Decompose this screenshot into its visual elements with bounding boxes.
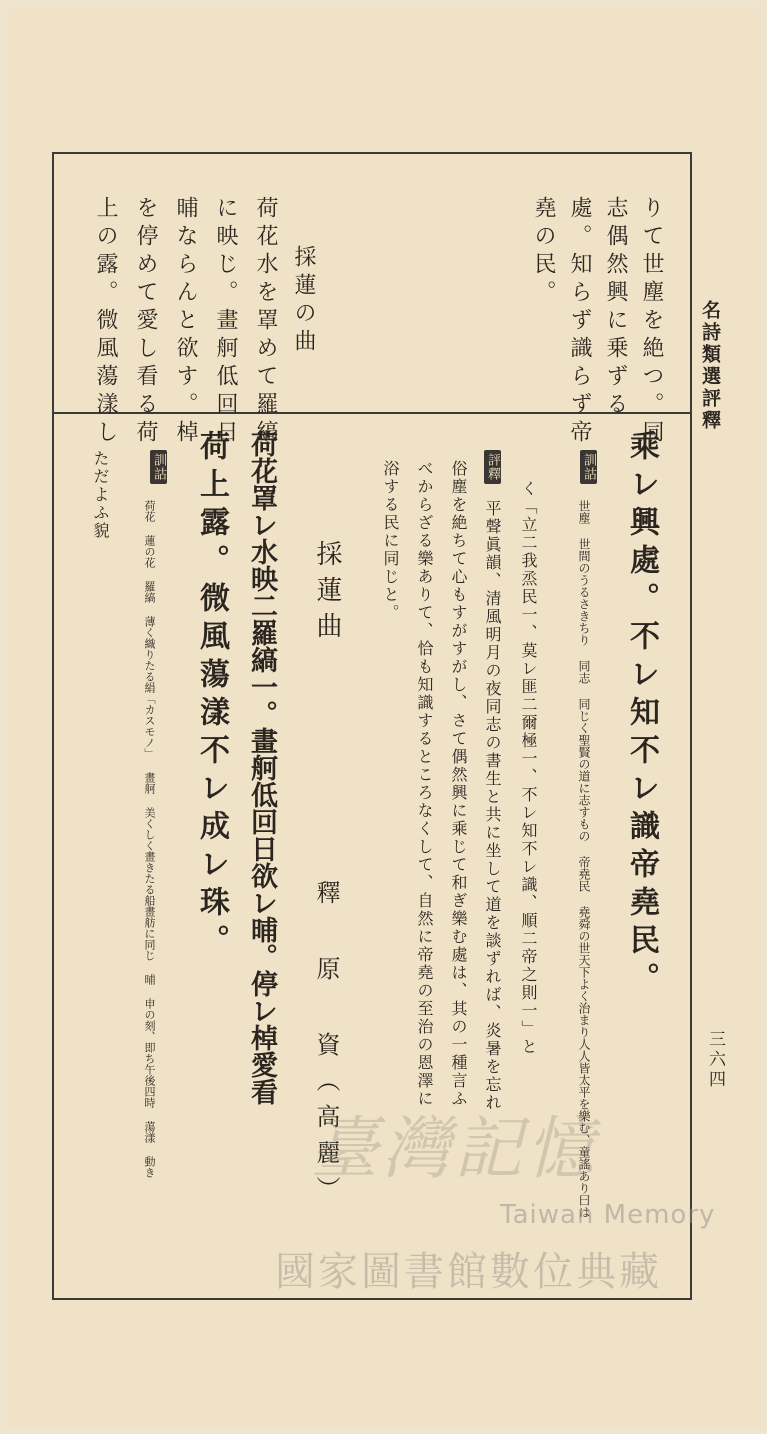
poem-line: 荷上露。微風蕩漾不レ成レ珠。 xyxy=(194,430,229,962)
gloss-tag: 訓詁 xyxy=(580,450,597,484)
gloss-text: 世塵 世間のうるさきちり 同志 同じく聖賢の道に志すもの 帝堯民 堯舜の世天下よく治まり人人皆太平を樂む、童謠あり曰は xyxy=(577,500,591,1218)
comment-line: べからざる樂ありて、恰も知識するところなくして、自然に帝堯の至治の恩澤に xyxy=(415,460,434,1108)
book-title: 名詩類選評釋 xyxy=(699,300,721,432)
upper-line: りて世塵を絶つ。同 xyxy=(639,196,664,448)
comment-line: 俗塵を絶ちて心もすがすがし、さて偶然興に乘じて和ぎ樂む處は、其の一種言ふ xyxy=(449,460,468,1108)
poem-line: 荷花罩レ水映二羅縞一。畫舸低回日欲レ晡。停レ棹愛看 xyxy=(246,430,277,1105)
comment-line: 浴する民に同じと。 xyxy=(381,460,400,622)
gloss-text: 荷花 蓮の花 羅縞 薄く織りたる絹「カスモノ」 畫舸 美くしく畫きたる船畫舫に同じ 晡 申の刻、即ち午後四時 蕩漾 動き xyxy=(143,500,156,1178)
upper-line: 上の露。微風蕩漾し xyxy=(93,196,118,448)
upper-line: 堯の民。 xyxy=(531,196,556,308)
upper-line: 志偶然興に乗ずる xyxy=(603,196,628,420)
watermark-institution: 國家圖書館數位典藏 xyxy=(275,1249,662,1295)
gloss-tag: 訓詁 xyxy=(150,450,167,484)
upper-line: 晡ならんと欲す。棹 xyxy=(173,196,198,448)
watermark-logo: 臺灣記憶 xyxy=(310,1110,599,1189)
page-number: 三六四 xyxy=(705,1030,725,1090)
gloss-text: ただよふ貌 xyxy=(91,450,110,540)
upper-line: を停めて愛し看る荷 xyxy=(133,196,158,448)
comment-line: 平聲眞韻、清風明月の夜同志の書生と共に坐して道を談ずれば、炎暑を忘れ xyxy=(483,500,502,1112)
upper-poem-title: 採蓮の曲 xyxy=(291,245,316,357)
upper-line: 處。知らず識らず帝 xyxy=(567,196,592,448)
poem-author: 釋 原 資（高麗） xyxy=(312,880,340,1212)
watermark-english: Taiwan Memory xyxy=(500,1200,716,1230)
upper-line: 荷花水を罩めて羅縞 xyxy=(253,196,278,448)
gloss-text: く「立二我烝民一、莫レ匪二爾極一、不レ知不レ識、順二帝之則一」と xyxy=(519,480,538,1056)
poem-line: 乘レ興處。不レ知不レ識帝堯民。 xyxy=(624,430,659,1000)
upper-line: に映じ。畫舸低回日 xyxy=(213,196,238,448)
poem-title: 採蓮曲 xyxy=(312,540,342,648)
comment-tag: 評釋 xyxy=(484,450,501,484)
